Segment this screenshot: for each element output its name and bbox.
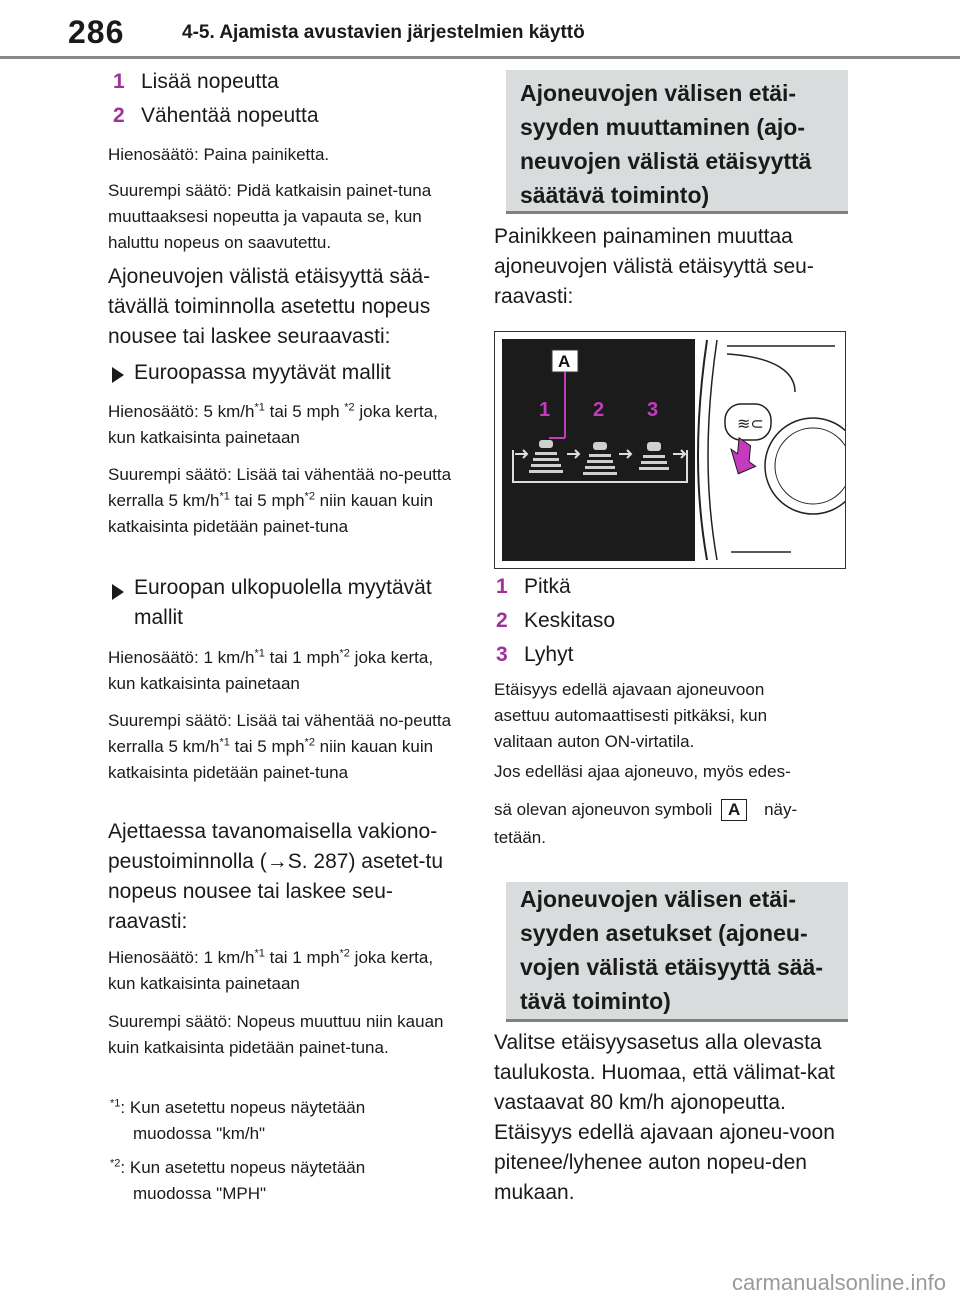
header-divider <box>0 56 960 59</box>
heading-line: Ajoneuvojen välisen etäi- <box>520 80 797 106</box>
figure-label-2: 2 <box>593 399 605 421</box>
paragraph: Suurempi säätö: Pidä katkaisin painet-tuna muuttaaksesi nopeutta ja vapauta se, kun haluttu nopeus on saavutettu. <box>108 181 432 252</box>
triangle-bullet-icon <box>112 584 124 600</box>
heading-box <box>494 70 848 214</box>
footnote-continued: muodossa "km/h" <box>133 1124 266 1143</box>
footnote: $^{*1}$: Kun asetettu nopeus näytetään <box>110 1097 366 1117</box>
heading-line: neuvojen välistä etäisyyttä <box>520 148 812 174</box>
label-a: A <box>558 352 571 371</box>
distance-icon: ≋⊂ <box>737 414 764 433</box>
list-item-text: Lisää nopeutta <box>141 70 279 93</box>
paragraph: Hienosäätö: 5 $km/h^{*1}$ tai 5 mph $^{*2}$ joka kerta, kun katkaisinta painetaan <box>108 401 438 447</box>
list-item-text: Keskitaso <box>524 609 616 632</box>
list-number: 2 <box>496 609 508 632</box>
subheading: Euroopassa myytävät mallit <box>134 361 391 384</box>
paragraph: Suurempi säätö: Lisää tai vähentää no-peutta kerralla 5 $km/h^{*1}$ tai 5 mph$^{*2}$ niin kauan kuin katkaisinta pidetään painet-tuna <box>108 711 452 782</box>
heading-line: vojen välistä etäisyyttä sää- <box>520 954 823 980</box>
watermark: carmanualsonline.info <box>731 1270 946 1295</box>
paragraph: Suurempi säätö: Nopeus muuttuu niin kauan kuin katkaisinta pidetään painet-tuna. <box>108 1012 444 1057</box>
list-item-text: Pitkä <box>524 575 571 598</box>
paragraph: Hienosäätö: 1 $km/h^{*1}$ tai 1 mph$^{*2}$ joka kerta, kun katkaisinta painetaan <box>108 947 434 993</box>
figure-label-1: 1 <box>539 399 551 421</box>
list-number: 1 <box>496 575 508 598</box>
heading-line: Ajoneuvojen välisen etäi- <box>520 886 797 912</box>
list-number: 3 <box>496 643 508 666</box>
footnote-continued: muodossa "MPH" <box>133 1184 267 1203</box>
steering-area <box>695 339 838 561</box>
list-number: 1 <box>113 70 125 93</box>
subheading: Euroopan ulkopuolella myytävät <box>134 576 432 599</box>
paragraph: Valitse etäisyysasetus alla olevasta taulukosta. Huomaa, että välimat-kat vastaavat 80 km/h ajonopeutta. Etäisyys edellä ajavaan ajoneu-voon pitenee/lyhenee auton nopeu-den mukaan. <box>494 1031 835 1204</box>
heading-underline <box>506 211 848 214</box>
page-number: 286 <box>68 14 125 50</box>
paragraph: Jos edelläsi ajaa ajoneuvo, myös edes- <box>494 762 791 781</box>
heading-line: tävä toiminto) <box>520 988 671 1014</box>
paragraph: Suurempi säätö: Lisää tai vähentää no-peutta kerralla 5 $km/h^{*1}$ tai 5 mph$^{*2}$ niin kauan kuin katkaisinta pidetään painet-tuna <box>108 465 452 536</box>
heading-line: syyden asetukset (ajoneu- <box>520 920 808 946</box>
page-header <box>0 0 960 60</box>
footnote: $^{*2}$: Kun asetettu nopeus näytetään <box>110 1157 366 1177</box>
figure-label-3: 3 <box>647 399 659 421</box>
paragraph: Hienosäätö: 1 $km/h^{*1}$ tai 1 mph$^{*2}$ joka kerta, kun katkaisinta painetaan <box>108 647 434 693</box>
heading-underline <box>506 1019 848 1022</box>
list-number: 2 <box>113 104 125 127</box>
paragraph: tetään. <box>494 828 546 847</box>
list-item-text: Vähentää nopeutta <box>141 104 319 127</box>
heading-line: säätävä toiminto) <box>520 182 710 208</box>
triangle-bullet-icon <box>112 367 124 383</box>
paragraph: Ajoneuvojen välistä etäisyyttä sää-tävällä toiminnolla asetettu nopeus nousee tai laskee seuraavasti: <box>108 265 431 348</box>
symbol-a-box: A <box>721 799 747 821</box>
distance-illustration <box>495 332 845 568</box>
section-title: 4-5. Ajamista avustavien järjestelmien käyttö <box>182 22 585 43</box>
list-item-text: Lyhyt <box>524 643 574 666</box>
paragraph: Etäisyys edellä ajavaan ajoneuvoon asettuu automaattisesti pitkäksi, kun valitaan auton ON-virtatila. <box>494 680 768 751</box>
paragraph: Hienosäätö: Paina painiketta. <box>108 145 330 164</box>
paragraph: Ajettaessa tavanomaisella vakiono-peustoiminnolla (→S. 287) asetet-tu nopeus nousee tai laskee seu-raavasti: <box>108 820 444 933</box>
paragraph: Painikkeen painaminen muuttaa ajoneuvojen välistä etäisyyttä seu-raavasti: <box>494 225 814 308</box>
steering-switch-figure <box>494 331 846 569</box>
heading-line: syyden muuttaminen (ajo- <box>520 114 805 140</box>
heading-box <box>494 882 848 1022</box>
paragraph: sä olevan ajoneuvon symboli A näy- <box>494 800 798 819</box>
subheading: mallit <box>134 606 184 629</box>
